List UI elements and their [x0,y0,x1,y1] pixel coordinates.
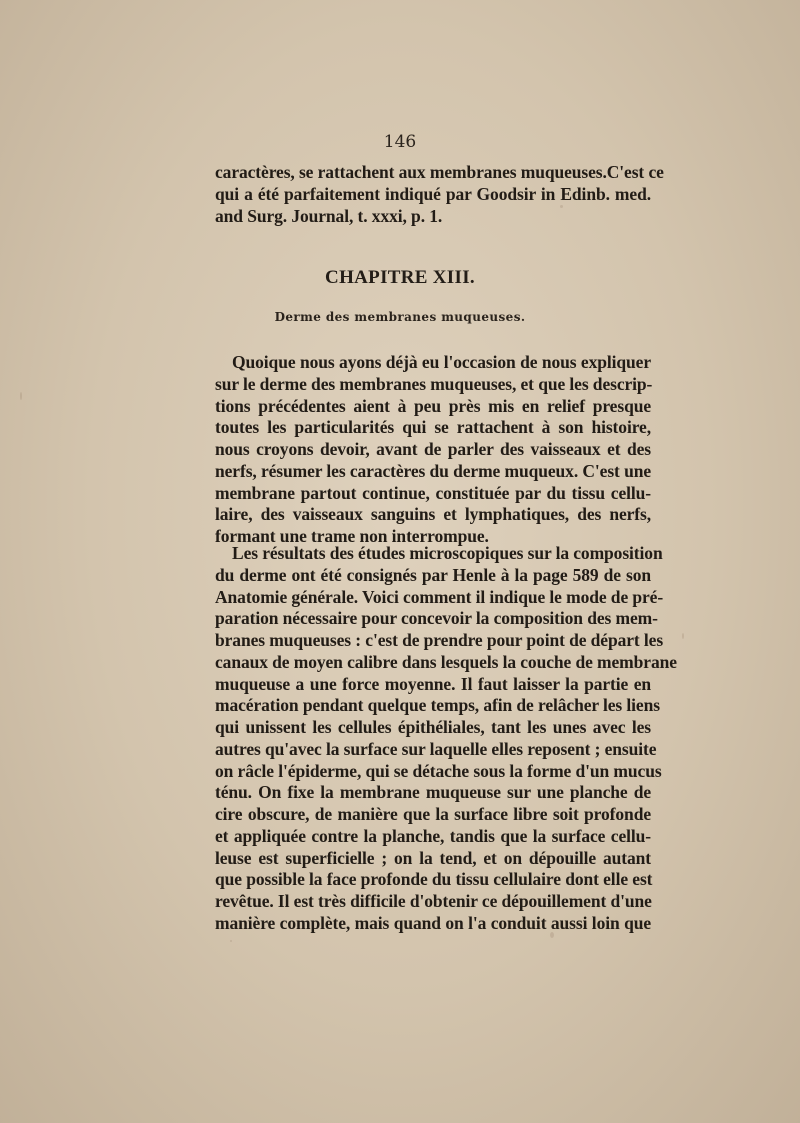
text-line: laire, des vaisseaux sanguins et lymphatiques, des nerfs, [215,504,651,525]
text-line: nerfs, résumer les caractères du derme muqueux. C'est une [215,460,651,481]
text-line: and Surg. Journal, t. xxxi, p. 1. [215,205,443,226]
text-line: nous croyons devoir, avant de parler des vaisseaux et des [215,439,651,459]
text-line: du derme ont été consignés par Henle à la page 589 de son [215,564,651,585]
text-line: qui a été parfaitement indiqué par Goodsir in Edinb. med. [215,183,651,204]
text-line: leuse est superficielle ; on la tend, et on dépouille autant [215,847,651,868]
paper-stain [20,392,22,400]
text-line: branes muqueuses : c'est de prendre pour point de départ les [215,630,664,650]
text-line: autres qu'avec la surface sur laquelle elles reposent ; ensuite [215,738,657,759]
text-line: Les résultats des études microscopiques sur la composition [232,543,663,563]
text-line: revêtue. Il est très difficile d'obtenir ce dépouillement d'une [215,891,652,911]
page-number: 146 [383,132,417,152]
text-line: macération pendant quelque temps, afin de relâcher les liens [215,695,660,716]
text-line: Anatomie générale. Voici comment il indique le mode de pré- [215,586,664,607]
text-line: sur le derme des membranes muqueuses, et que les descrip- [215,373,653,394]
text-line: cire obscure, de manière que la surface libre soit profonde [215,804,651,824]
text-line: canaux de moyen calibre dans lesquels la couche de membrane [215,651,677,672]
text-line: Quoique nous ayons déjà eu l'occasion de nous expliquer [232,352,651,372]
text-line: et appliquée contre la planche, tandis que la surface cellu- [215,825,651,846]
paper-stain [230,940,232,942]
text-line: paration nécessaire pour concevoir la composition des mem- [215,608,658,629]
paragraph-2 [215,543,677,935]
text-line: on râcle l'épiderme, qui se détache sous la forme d'un mucus [215,760,662,781]
chapter-title: CHAPITRE XIII. [325,267,475,288]
text-line: caractères, se rattachent aux membranes muqueuses.C'est ce [215,162,664,182]
text-line: formant une trame non interrompue. [215,526,489,546]
text-line: tions précédentes aient à peu près mis en relief presque [215,395,651,416]
text-line: muqueuse a une force moyenne. Il faut laisser la partie en [215,673,651,694]
paragraph-1 [215,352,651,548]
text-line: que possible la face profonde du tissu cellulaire dont elle est [215,869,653,890]
intro-text [215,162,664,227]
text-line: ténu. On fixe la membrane muqueuse sur une planche de [215,782,651,803]
section-title: Derme des membranes muqueuses. [274,310,526,324]
text-line: manière complète, mais quand on l'a conduit aussi loin que [215,912,651,933]
text-line: toutes les particularités qui se rattachent à son histoire, [215,417,651,438]
text-line: qui unissent les cellules épithéliales, tant les unes avec les [215,717,651,737]
text-line: membrane partout continue, constituée par du tissu cellu- [215,482,651,503]
paper-stain [682,633,684,639]
